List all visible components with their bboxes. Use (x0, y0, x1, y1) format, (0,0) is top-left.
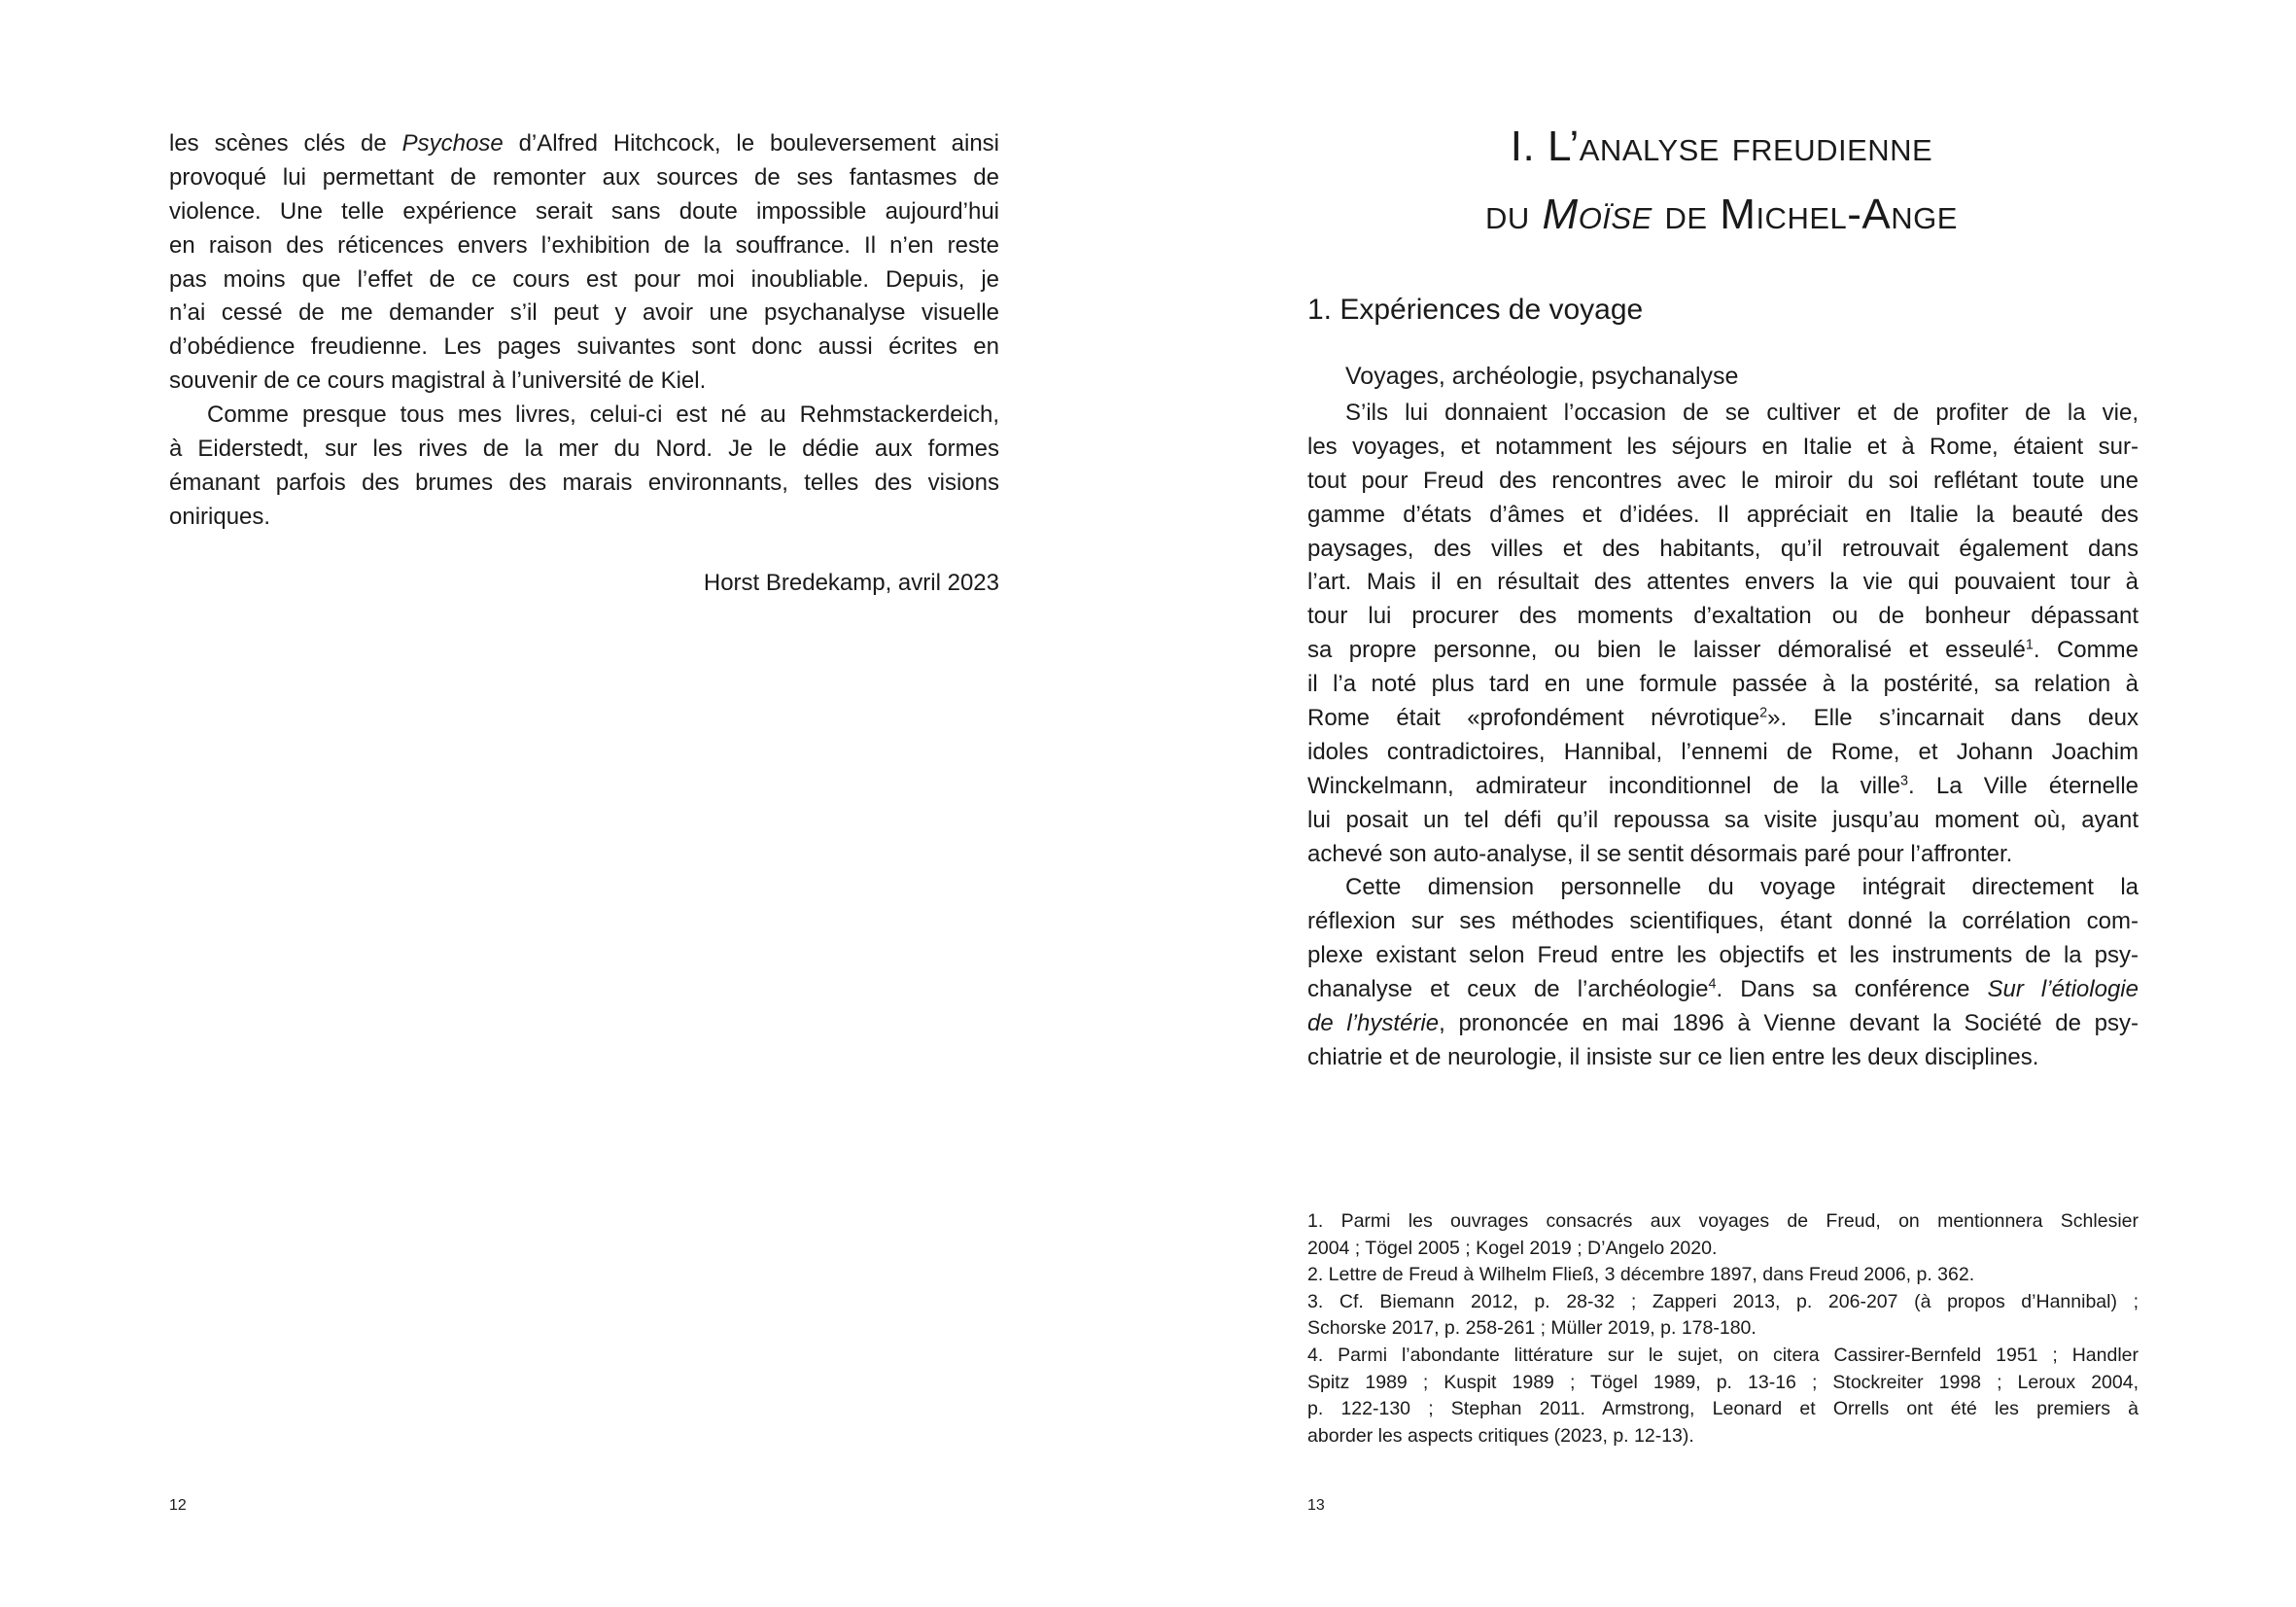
text-line (169, 263, 999, 297)
text-segment: sa propre personne, ou bien le laisser démoralisé et esseulé (1307, 637, 2026, 664)
text-line (1307, 566, 2139, 600)
text-line (1307, 431, 2139, 465)
text-segment: à Eiderstedt, sur les rives de la mer du Nord. Je le dédie aux formes (169, 436, 999, 463)
text-segment: Schorske 2017, p. 258-261 ; Müller 2019, p. 178-180. (1307, 1317, 1757, 1340)
footnote-line (1307, 1343, 2139, 1370)
text-segment: émanant parfois des brumes des marais environnants, telles des visions (169, 469, 999, 496)
text-segment: Spitz 1989 ; Kuspit 1989 ; Tögel 1989, p. 13-16 ; Stockreiter 1998 ; Leroux 2004, (1307, 1371, 2139, 1393)
text-segment: d’Alfred Hitchcock, le bouleversement ainsi (503, 130, 999, 157)
text-line (169, 229, 999, 263)
text-segment: 2. Lettre de Freud à Wilhelm Fließ, 3 décembre 1897, dans Freud 2006, p. 362. (1307, 1264, 1975, 1286)
text-line (1307, 973, 2139, 1007)
footnote-line (1307, 1396, 2139, 1423)
text-segment: provoqué lui permettant de remonter aux sources de ses fantasmes de (169, 163, 999, 191)
text-segment: 1. Parmi les ouvrages consacrés aux voyages de Freud, on mentionnera Schlesier (1307, 1210, 2139, 1232)
section-heading: 1. Expériences de voyage (1307, 294, 1644, 326)
text-segment: lui posait un tel défi qu’il repoussa sa visite jusqu’au moment où, ayant (1307, 806, 2139, 833)
title-text: du (1485, 191, 1543, 238)
text-line (1307, 871, 2139, 905)
text-line (1307, 770, 2139, 804)
text-line (1307, 465, 2139, 499)
text-segment: , prononcée en mai 1896 à Vienne devant la Société de psy- (1439, 1010, 2139, 1037)
text-line (169, 433, 999, 467)
text-segment: ». Elle s’incarnait dans deux (1767, 705, 2139, 732)
signature-text: Horst Bredekamp, avril 2023 (703, 570, 999, 596)
text-line (169, 195, 999, 229)
text-segment: souvenir de ce cours magistral à l’université de Kiel. (169, 367, 707, 395)
text-line (169, 467, 999, 501)
text-segment: S’ils lui donnaient l’occasion de se cultiver et de profiter de la vie, (1345, 400, 2139, 426)
footnote-line (1307, 1315, 2139, 1343)
text-segment: . Comme (2033, 637, 2139, 664)
text-line (1307, 499, 2139, 533)
text-line (1307, 702, 2139, 736)
footnote-line (1307, 1370, 2139, 1397)
text-line (1307, 736, 2139, 770)
text-line (1307, 533, 2139, 567)
text-line (169, 365, 999, 399)
text-segment: d’obédience freudienne. Les pages suivantes sont donc aussi écrites en (169, 333, 999, 361)
text-segment: en raison des réticences envers l’exhibition de la souffrance. Il n’en reste (169, 231, 999, 259)
text-segment: chanalyse et ceux de l’archéologie (1307, 976, 1709, 1003)
left-body-text (169, 127, 999, 535)
text-line (1307, 939, 2139, 973)
text-segment: Rome était «profondément névrotique (1307, 705, 1760, 732)
text-segment: oniriques. (169, 503, 271, 530)
text-segment: Psychose (401, 130, 504, 157)
text-segment: réflexion sur ses méthodes scientifiques, étant donné la corrélation com- (1307, 908, 2139, 935)
signature (169, 567, 999, 601)
text-line (1307, 838, 2139, 872)
text-segment: 4. Parmi l’abondante littérature sur le sujet, on citera Cassirer-Bernfeld 1951 ; Handler (1307, 1344, 2139, 1366)
text-segment: plexe existant selon Freud entre les objectifs et les instruments de la psy- (1307, 942, 2139, 969)
text-segment: les scènes clés de (169, 130, 402, 157)
text-segment: de l’hystérie (1307, 1010, 1440, 1037)
text-line (169, 501, 999, 535)
text-line (1307, 1007, 2139, 1041)
text-segment: p. 122-130 ; Stephan 2011. Armstrong, Leonard et Orrells ont été les premiers à (1307, 1398, 2139, 1420)
footnote-line (1307, 1262, 2139, 1289)
footnotes (1307, 1208, 2139, 1450)
text-line (1307, 804, 2139, 838)
footnote-ref: 2 (1759, 705, 1768, 721)
text-segment: pas moins que l’effet de ce cours est pour moi inoubliable. Depuis, je (169, 265, 999, 293)
text-line (169, 297, 999, 331)
text-segment: Cette dimension personnelle du voyage intégrait directement la (1345, 874, 2139, 901)
text-segment: violence. Une telle expérience serait sans doute impossible aujourd’hui (169, 197, 999, 225)
text-segment: idoles contradictoires, Hannibal, l’ennemi de Rome, et Johann Joachim (1307, 738, 2139, 765)
text-segment: paysages, des villes et des habitants, qu’il retrouvait également dans (1307, 535, 2139, 562)
text-line (1307, 397, 2139, 431)
title-italic: Moïse (1542, 191, 1652, 238)
text-line (169, 127, 999, 161)
chapter-title-line-2 (1307, 181, 2136, 249)
footnote-ref: 1 (2025, 637, 2034, 653)
text-segment: Comme presque tous mes livres, celui-ci est né au Rehmstackerdeich, (207, 402, 999, 429)
text-segment: . La Ville éternelle (1908, 772, 2139, 799)
text-line (1307, 1041, 2139, 1075)
text-line (169, 161, 999, 195)
footnote-line (1307, 1289, 2139, 1316)
text-segment: l’art. Mais il en résultait des attentes envers la vie qui pouvaient tour à (1307, 569, 2139, 596)
text-segment: tout pour Freud des rencontres avec le miroir du soi reflétant toute une (1307, 467, 2139, 494)
chapter-title-line-1: I. L’analyse freudienne (1510, 122, 1933, 170)
text-line (1307, 905, 2139, 939)
page-number: 13 (1307, 1497, 1325, 1514)
text-segment: Sur l’étiologie (1987, 976, 2139, 1003)
page-number: 12 (169, 1497, 187, 1514)
footnote-line (1307, 1208, 2139, 1236)
text-segment: gamme d’états d’âmes et d’idées. Il appréciait en Italie la beauté des (1307, 501, 2139, 528)
footnote-line (1307, 1423, 2139, 1450)
text-line (169, 331, 999, 365)
text-line (169, 399, 999, 433)
text-line (1307, 634, 2139, 668)
right-body-text (1307, 397, 2139, 1075)
title-text: de Michel-Ange (1652, 191, 1958, 238)
footnote-line (1307, 1236, 2139, 1263)
footnote-ref: 4 (1708, 976, 1717, 993)
text-segment: 2004 ; Tögel 2005 ; Kogel 2019 ; D’Angelo 2020. (1307, 1237, 1718, 1259)
text-segment: aborder les aspects critiques (2023, p. 12-13). (1307, 1424, 1694, 1447)
text-line (1307, 668, 2139, 702)
footnote-ref: 3 (1900, 773, 1909, 789)
text-segment: tour lui procurer des moments d’exaltation ou de bonheur dépassant (1307, 603, 2139, 630)
right-page (1148, 0, 2296, 1607)
chapter-title (1307, 113, 2136, 249)
text-segment: . Dans sa conférence (1716, 976, 1988, 1003)
text-segment: il l’a noté plus tard en une formule passée à la postérité, sa relation à (1307, 671, 2139, 698)
text-segment: n’ai cessé de me demander s’il peut y avoir une psychanalyse visuelle (169, 299, 999, 327)
text-line (1307, 600, 2139, 634)
text-segment: 3. Cf. Biemann 2012, p. 28-32 ; Zapperi 2013, p. 206-207 (à propos d’Hannibal) ; (1307, 1290, 2139, 1312)
text-segment: achevé son auto-analyse, il se sentit désormais paré pour l’affronter. (1307, 840, 2013, 867)
text-segment: Winckelmann, admirateur inconditionnel de la ville (1307, 772, 1900, 799)
text-segment: chiatrie et de neurologie, il insiste sur ce lien entre les deux disciplines. (1307, 1043, 2039, 1070)
text-segment: les voyages, et notamment les séjours en Italie et à Rome, étaient sur- (1307, 433, 2139, 460)
subheading: Voyages, archéologie, psychanalyse (1345, 363, 1739, 390)
